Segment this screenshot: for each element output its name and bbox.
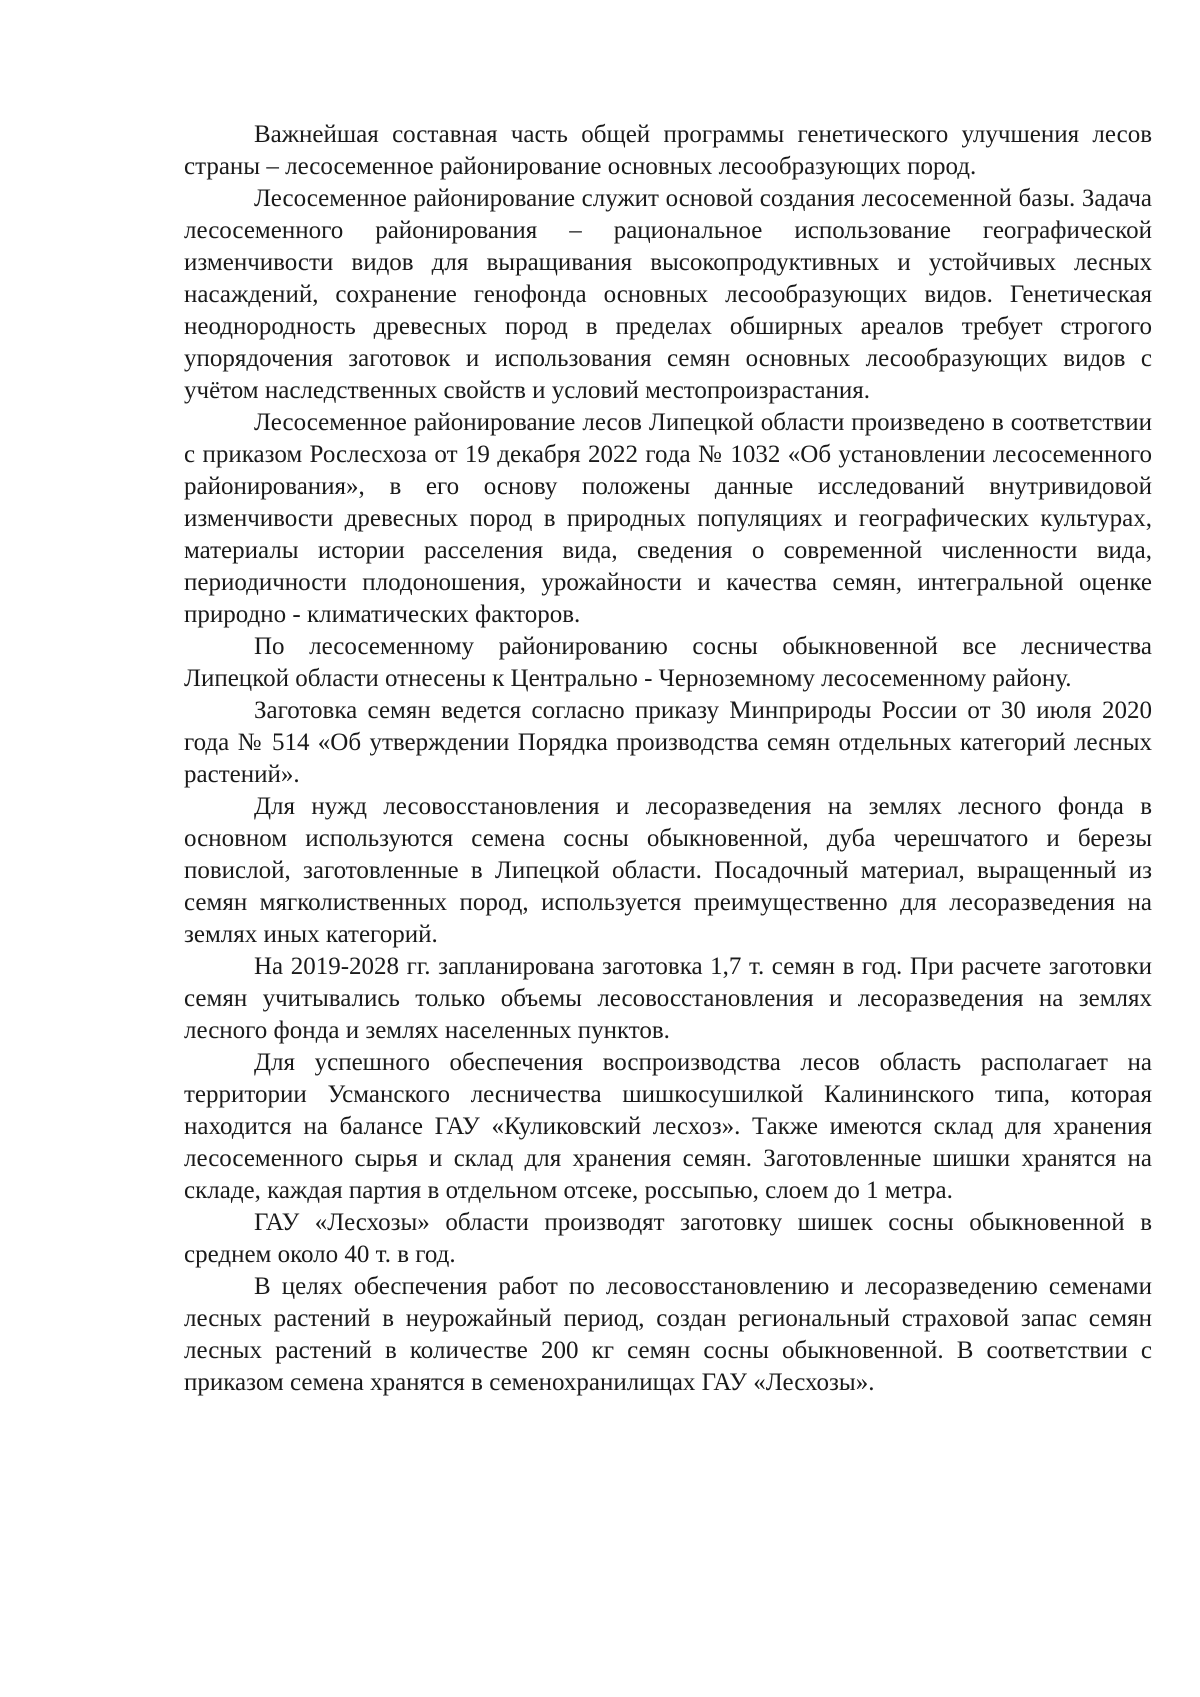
paragraph-zoning-basis: Лесосеменное районирование служит основой создания лесосеменной базы. Задача лесосеменного районирования – рациональное использование географической изменчивости видов для выращивания высокопродуктивных и устойчивых лесных насаждений, сохранение генофонда основных лесообразующих видов. Генетическая неоднородность древесных пород в пределах обширных ареалов требует строгого упорядочения заготовок и использования семян основных лесообразующих видов с учётом наследственных свойств и условий местопроизрастания. [184, 185, 1152, 404]
paragraph-pine-zoning: По лесосеменному районированию сосны обыкновенной все лесничества Липецкой области отнесены к Центрально - Черноземному лесосеменному району. [184, 633, 1152, 692]
paragraph-genetic-improvement: Важнейшая составная часть общей программы генетического улучшения лесов страны – лесосеменное районирование основных лесообразующих пород. [184, 121, 1152, 180]
paragraph-lipetsk-zoning: Лесосеменное районирование лесов Липецкой области произведено в соответствии с приказом Рослесхоза от 19 декабря 2022 года № 1032 «Об установлении лесосеменного районирования», в его основу положены данные исследований внутривидовой изменчивости древесных пород в природных популяциях и географических культурах, материалы истории расселения вида, сведения о современной численности вида, периодичности плодоношения, урожайности и качества семян, интегральной оценке природно - климатических факторов. [184, 409, 1152, 628]
paragraph-seed-reserve: В целях обеспечения работ по лесовосстановлению и лесоразведению семенами лесных растений в неурожайный период, создан региональный страховой запас семян лесных растений в количестве 200 кг семян сосны обыкновенной. В соответствии с приказом семена хранятся в семенохранилищах ГАУ «Лесхозы». [184, 1273, 1152, 1396]
paragraph-planned-procurement: На 2019-2028 гг. запланирована заготовка 1,7 т. семян в год. При расчете заготовки семян учитывались только объемы лесовосстановления и лесоразведения на землях лесного фонда и землях населенных пунктов. [184, 953, 1152, 1044]
document-page [184, 119, 1152, 1399]
paragraph-reforestation-seeds: Для нужд лесовосстановления и лесоразведения на землях лесного фонда в основном используются семена сосны обыкновенной, дуба черешчатого и березы повислой, заготовленные в Липецкой области. Посадочный материал, выращенный из семян мягколиственных пород, используется преимущественно для лесоразведения на землях иных категорий. [184, 793, 1152, 948]
paragraph-cone-dryer: Для успешного обеспечения воспроизводства лесов область располагает на территории Усманского лесничества шишкосушилкой Калининского типа, которая находится на балансе ГАУ «Куликовский лесхоз». Также имеются склад для хранения лесосеменного сырья и склад для хранения семян. Заготовленные шишки хранятся на складе, каждая партия в отдельном отсеке, россыпью, слоем до 1 метра. [184, 1049, 1152, 1204]
paragraph-seed-procurement-order: Заготовка семян ведется согласно приказу Минприроды России от 30 июля 2020 года № 514 «Об утверждении Порядка производства семян отдельных категорий лесных растений». [184, 697, 1152, 788]
paragraph-cone-harvest: ГАУ «Лесхозы» области производят заготовку шишек сосны обыкновенной в среднем около 40 т. в год. [184, 1209, 1152, 1268]
